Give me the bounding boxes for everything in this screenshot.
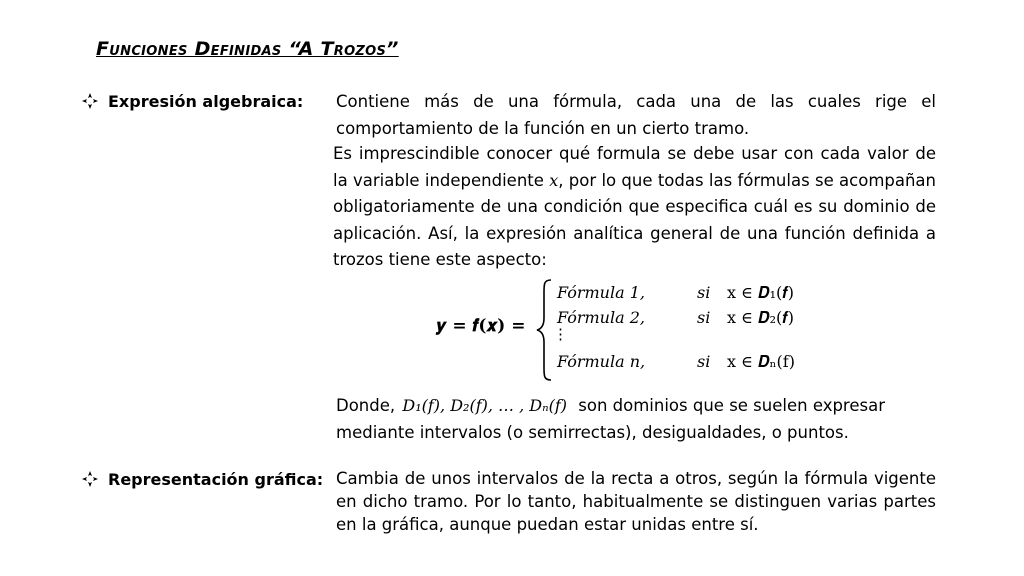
formula-row-2-dom: x ∈ 𝑫₂(𝒇) bbox=[727, 308, 795, 327]
formula-row-1-dom: x ∈ 𝑫₁(𝒇) bbox=[727, 283, 795, 302]
algebraica-paragraph-2 bbox=[333, 141, 936, 274]
left-brace-icon bbox=[535, 278, 555, 382]
formula-row-n-f: Fórmula n, bbox=[557, 352, 646, 371]
formula-row-n-dom: x ∈ 𝑫ₙ(f) bbox=[727, 352, 795, 371]
section-label-algebraica: Expresión algebraica: bbox=[108, 92, 304, 111]
algebraica-p2b-text: , por lo que todas las fórmulas se acompañan obligatoriamente de una condición que especifica cuál es su dominio de aplicación. Así, la expresión analítica general de una función definida a trozos tiene este aspecto: bbox=[333, 170, 937, 269]
donde-intro: Donde, bbox=[336, 396, 396, 415]
formula-row-1-f: Fórmula 1, bbox=[557, 283, 645, 302]
algebraica-p2a-text: Es imprescindible conocer qué formula se debe usar con cada valor de la variable independiente bbox=[333, 144, 936, 190]
grafica-paragraph: Cambia de unos intervalos de la recta a otros, según la fórmula vigente en dicho tramo. Por lo tanto, habitualmente se distinguen varias partes en la gráfica, aunque puedan estar unidas entre sí. bbox=[336, 469, 936, 534]
diamond-bullet-icon bbox=[82, 92, 100, 111]
section-label-grafica: Representación gráfica: bbox=[108, 470, 324, 489]
diamond-bullet-icon bbox=[82, 470, 100, 489]
formula-lhs: 𝒚 = 𝒇(𝒙) = bbox=[436, 316, 526, 336]
bullet-representacion-grafica bbox=[82, 470, 323, 489]
formula-row-n-cond: si bbox=[697, 352, 711, 371]
algebraica-p1-text: Contiene más de una fórmula, cada una de las cuales rige el comportamiento de la función en un cierto tramo. bbox=[336, 92, 936, 138]
bullet-expresion-algebraica bbox=[82, 92, 303, 111]
formula-row-1-cond: si bbox=[697, 283, 711, 302]
variable-x: x bbox=[549, 170, 559, 190]
donde-line-2: mediante intervalos (o semirrectas), desigualdades, o puntos. bbox=[336, 423, 849, 442]
donde-rest: son dominios que se suelen expresar bbox=[578, 396, 885, 415]
formula-row-2-f: Fórmula 2, bbox=[557, 308, 645, 327]
donde-line-1 bbox=[336, 393, 885, 420]
algebraica-paragraph-1 bbox=[336, 89, 936, 142]
formula-vdots: ⋮ bbox=[553, 325, 568, 343]
page-title: Funciones Definidas “A Trozos” bbox=[96, 38, 399, 60]
donde-domains: D₁(f), D₂(f), … , Dₙ(f) bbox=[402, 396, 568, 415]
formula-row-2-cond: si bbox=[697, 308, 711, 327]
